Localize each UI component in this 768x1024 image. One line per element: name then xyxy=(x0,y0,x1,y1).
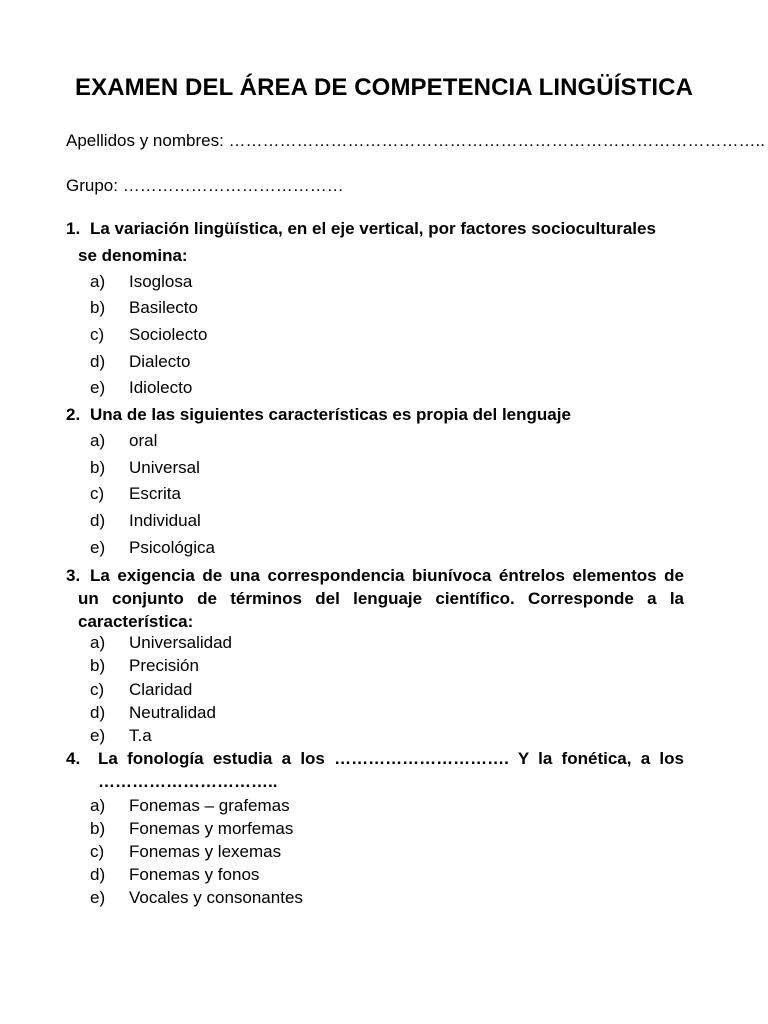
option-text: Fonemas – grafemas xyxy=(129,796,290,815)
option-text: Neutralidad xyxy=(129,703,216,722)
option-letter: e) xyxy=(90,726,106,745)
option-text: Psicológica xyxy=(129,538,215,557)
option-letter: e) xyxy=(90,888,106,907)
option-text: Basilecto xyxy=(129,298,198,317)
option-letter: c) xyxy=(90,325,105,344)
option-letter: a) xyxy=(90,633,106,652)
option-letter: b) xyxy=(90,458,106,477)
option-text: Dialecto xyxy=(129,352,191,371)
option-text: Escrita xyxy=(129,484,181,503)
option-letter: a) xyxy=(90,272,106,291)
question-text-line: característica: xyxy=(78,612,194,631)
option-letter: b) xyxy=(90,656,106,675)
option-letter: d) xyxy=(90,511,106,530)
option-text: Universalidad xyxy=(129,633,232,652)
option-letter: c) xyxy=(90,484,105,503)
option-text: Fonemas y lexemas xyxy=(129,842,282,861)
option-text: Idiolecto xyxy=(129,378,193,397)
page-title: EXAMEN DEL ÁREA DE COMPETENCIA LINGÜÍSTICA xyxy=(74,74,694,101)
option-text: Universal xyxy=(129,458,200,477)
option-text: Precisión xyxy=(129,656,199,675)
option-letter: e) xyxy=(90,378,106,397)
option-letter: c) xyxy=(90,680,105,699)
question-number: 2. xyxy=(66,405,81,424)
option-text: Sociolecto xyxy=(129,325,208,344)
option-text: Isoglosa xyxy=(129,272,193,291)
option-letter: e) xyxy=(90,538,106,557)
option-text: Fonemas y fonos xyxy=(129,865,260,884)
option-letter: a) xyxy=(90,431,106,450)
question-text-line: ………………………….. xyxy=(98,772,278,791)
option-letter: b) xyxy=(90,298,106,317)
option-text: Individual xyxy=(129,511,201,530)
question-text-line: se denomina: xyxy=(78,246,188,265)
option-letter: a) xyxy=(90,796,106,815)
option-letter: c) xyxy=(90,842,105,861)
question-text-line: La exigencia de una correspondencia biunívoca éntrelos elementos de xyxy=(90,566,684,585)
question-number: 3. xyxy=(66,566,81,585)
option-text: T.a xyxy=(129,726,152,745)
question-text-line: Una de las siguientes características es propia del lenguaje xyxy=(90,405,571,424)
option-text: Claridad xyxy=(129,680,193,699)
question-text-line: La fonología estudia a los …………………………. Y la fonética, a los xyxy=(98,749,684,768)
question-text-line: un conjunto de términos del lenguaje científico. Corresponde a la xyxy=(78,589,684,608)
group-field: Grupo: ………………………………… xyxy=(66,176,344,195)
option-letter: b) xyxy=(90,819,106,838)
name-field: Apellidos y nombres: ………………………………………………………………………………….. xyxy=(66,131,765,150)
option-text: oral xyxy=(129,431,158,450)
question-text-line: La variación lingüística, en el eje vertical, por factores socioculturales xyxy=(90,219,656,238)
option-text: Vocales y consonantes xyxy=(129,888,303,907)
option-letter: d) xyxy=(90,352,106,371)
question-number: 1. xyxy=(66,219,81,238)
question-number: 4. xyxy=(66,749,81,768)
option-letter: d) xyxy=(90,703,106,722)
option-text: Fonemas y morfemas xyxy=(129,819,294,838)
option-letter: d) xyxy=(90,865,106,884)
